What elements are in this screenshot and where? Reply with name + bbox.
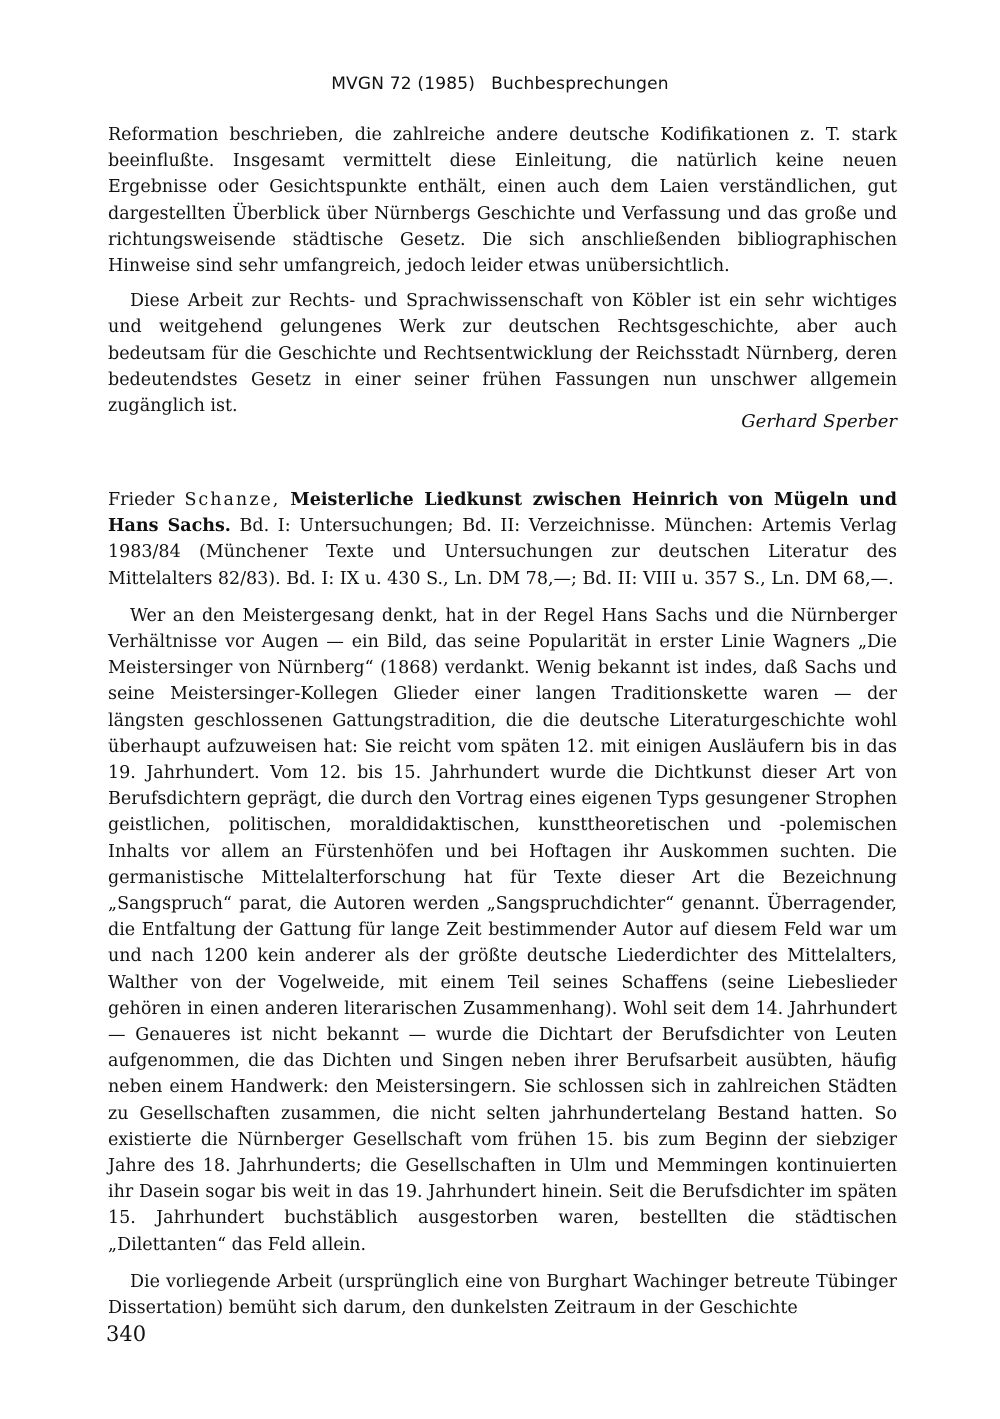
- author-last-name: Schanze,: [184, 490, 281, 510]
- review-2-citation: [108, 487, 897, 592]
- review-2-paragraph-1: Wer an den Meistergesang denkt, hat in der Regel Hans Sachs und die Nürnberger Verhältnisse vor Augen — ein Bild, das seine Popularität in erster Linie Wagners „Die Meistersinger von Nürnberg“ (1868) verdankt. Wenig bekannt ist indes, daß Sachs und seine Meistersinger-Kollegen Glieder einer langen Traditionskette waren — der längsten geschlossenen Gattungstradition, die die deutsche Literaturgeschichte wohl überhaupt aufzuweisen hat: Sie reicht vom späten 12. mit einigen Ausläufern bis in das 19. Jahrhundert. Vom 12. bis 15. Jahrhundert wurde die Dichtkunst dieser Art von Berufsdichtern geprägt, die durch den Vortrag eines eigenen Typs gesungener Strophen geistlichen, politischen, moraldidaktischen, kunsttheoretischen und -polemischen Inhalts vor allem an Fürstenhöfen und bei Hoftagen ihr Auskommen suchten. Die germanistische Mittelalterforschung hat für Texte dieser Art die Bezeichnung „Sangspruch“ parat, die Autoren werden „Sangspruchdichter“ genannt. Überragender, die Entfaltung der Gattung für lange Zeit bestimmender Autor auf diesem Feld war um und nach 1200 kein anderer als der größte deutsche Liederdichter des Mittelalters, Walther von der Vogelweide, mit einem Teil seines Schaffens (seine Liebeslieder gehören in einen anderen literarischen Zusammenhang). Wohl seit dem 14. Jahrhundert — Genaueres ist nicht bekannt — wurde die Dichtart der Berufsdichter von Leuten aufgenommen, die das Dichten und Singen neben ihrer Berufsarbeit ausübten, häufig neben einem Handwerk: den Meistersingern. Sie schlossen sich in zahlreichen Städten zu Gesellschaften zusammen, die nicht selten jahrhundertelang Bestand hatten. So existierte die Nürnberger Gesellschaft vom frühen 15. bis zum Beginn der siebziger Jahre des 18. Jahrhunderts; die Gesellschaften in Ulm und Memmingen kontinuierten ihr Dasein sogar bis weit in das 19. Jahrhundert hinein. Seit die Berufsdichter im späten 15. Jahrhundert buchstäblich ausgestorben waren, bestellten die städtischen „Dilettanten“ das Feld allein.: [108, 605, 897, 1255]
- journal-reference: MVGN 72 (1985): [331, 74, 476, 94]
- review-2-paragraph-2: Die vorliegende Arbeit (ursprünglich eine von Burghart Wachinger betreute Tübinger Dissertation) bemüht sich darum, den dunkelsten Zeitraum in der Geschichte: [108, 1271, 897, 1319]
- author-first-name: Frieder: [108, 490, 175, 510]
- reviewer-signature: Gerhard Sperber: [741, 411, 897, 432]
- section-title: Buchbesprechungen: [491, 74, 669, 94]
- review-1-paragraph-2: Diese Arbeit zur Rechts- und Sprachwissenschaft von Köbler ist ein sehr wichtiges und weitgehend gelungenes Werk zur deutschen Rechtsgeschichte, aber auch bedeutsam für die Geschichte und Rechtsentwicklung der Reichsstadt Nürnberg, deren bedeutendstes Gesetz in einer seiner frühen Fassungen nun unschwer allgemein zugänglich ist.: [108, 291, 897, 417]
- review-1-paragraph-1: Reformation beschrieben, die zahlreiche andere deutsche Kodifikationen z. T. stark beeinflußte. Insgesamt vermittelt diese Einleitung, die natürlich keine neuen Ergebnisse oder Gesichtspunkte enthält, einen auch dem Laien verständlichen, gut dargestellten Überblick über Nürnbergs Geschichte und Verfassung und das große und richtungsweisende städtische Gesetz. Die sich anschließenden bibliographischen Hinweise sind sehr umfangreich, jedoch leider etwas unübersichtlich.: [108, 125, 897, 277]
- running-header: [0, 74, 1000, 94]
- review-1-body: [108, 122, 897, 419]
- book-title: Meisterliche Liedkunst zwischen Heinrich von Mügeln und Hans Sachs.: [108, 490, 897, 537]
- review-2-body: [108, 487, 897, 1321]
- bibliographic-details: Bd. I: Untersuchungen; Bd. II: Verzeichnisse. München: Artemis Verlag 1983/84 (Münchener Texte und Untersuchungen zur deutschen Literatur des Mittelalters 82/83). Bd. I: IX u. 430 S., Ln. DM 78,—; Bd. II: VIII u. 357 S., Ln. DM 68,—.: [108, 516, 897, 589]
- page-number: 340: [106, 1322, 147, 1346]
